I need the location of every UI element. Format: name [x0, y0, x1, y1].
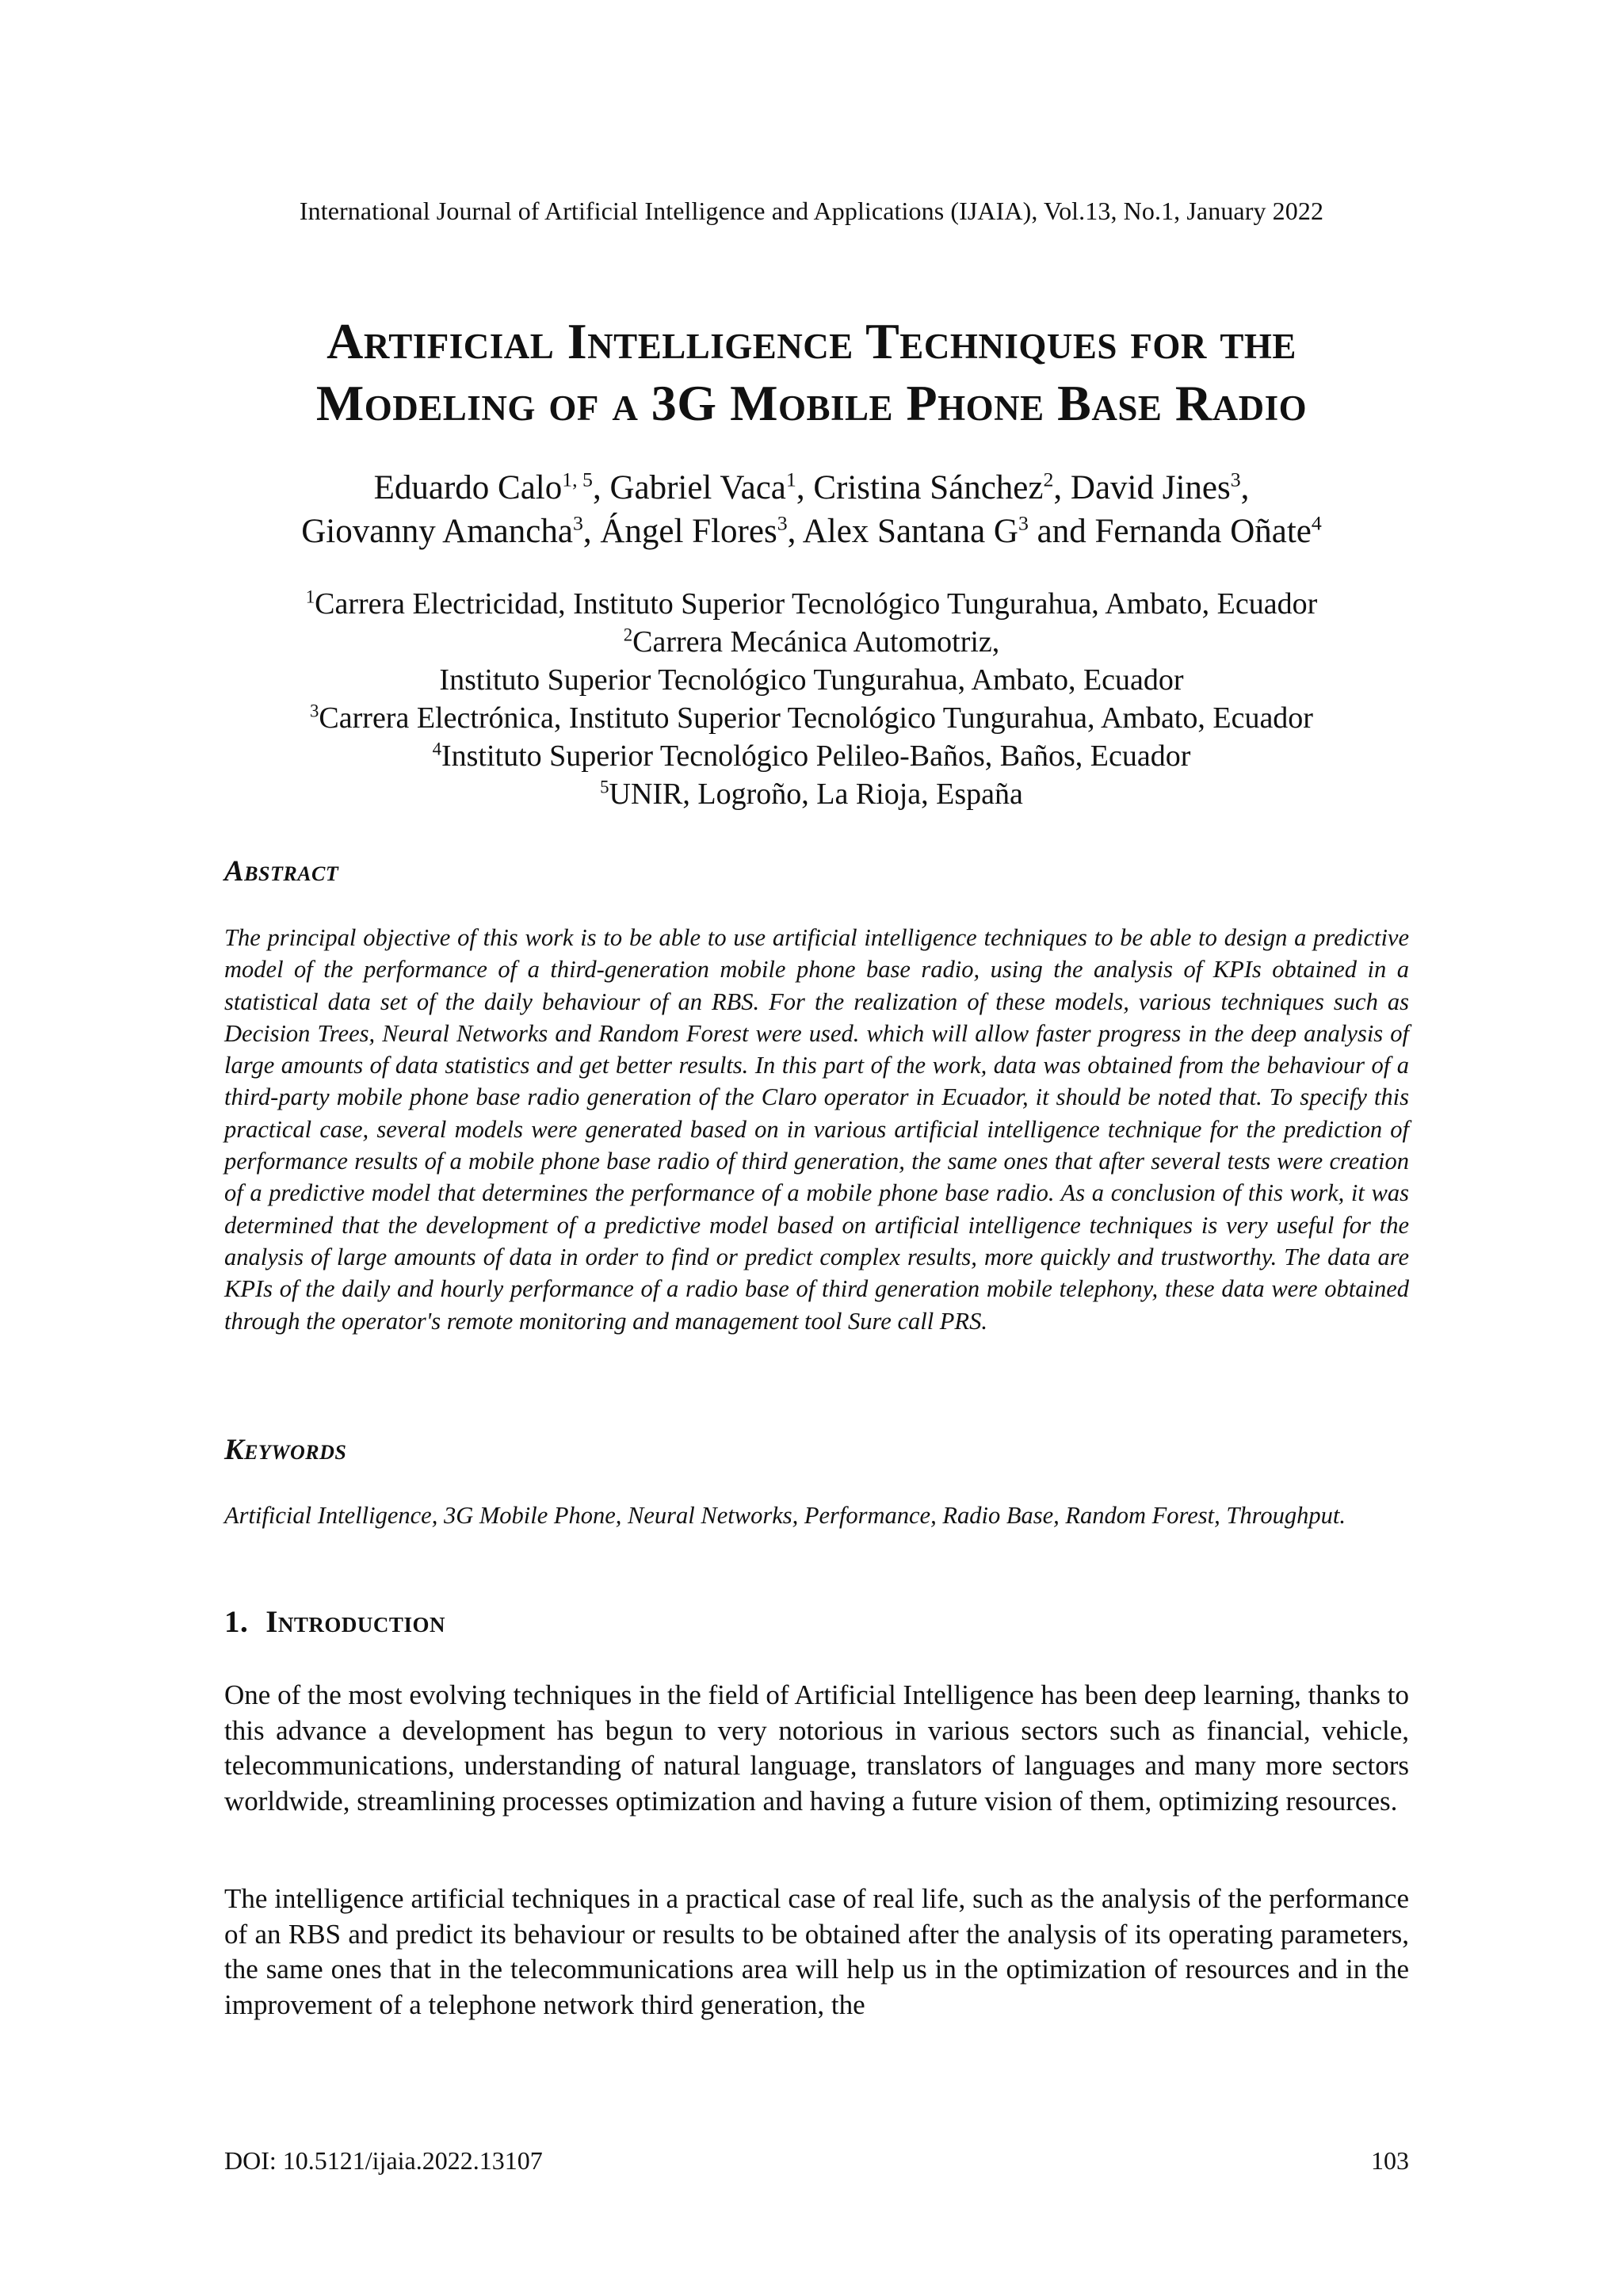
- page-number: 103: [1371, 2146, 1409, 2175]
- author-name: , Cristina Sánchez: [796, 469, 1044, 506]
- title-line-1: Artificial Intelligence Techniques for the: [327, 313, 1296, 369]
- affiliation-line: [0, 623, 1623, 661]
- affiliation-sup: 5: [600, 777, 609, 797]
- author-name: , Ángel Flores: [582, 513, 777, 550]
- author-name: Eduardo Calo: [373, 469, 563, 506]
- affiliation-sup: 1: [305, 586, 315, 607]
- affiliation-text: Carrera Electrónica, Instituto Superior Tecnológico Tungurahua, Ambato, Ecuador: [319, 701, 1313, 735]
- author-sup: 3: [572, 511, 583, 535]
- introduction-heading: [224, 1604, 445, 1640]
- affiliation-text: Instituto Superior Tecnológico Tungurahua, Ambato, Ecuador: [439, 663, 1184, 697]
- author-separator: ,: [1240, 469, 1250, 506]
- keywords-text: Artificial Intelligence, 3G Mobile Phone, Neural Networks, Performance, Radio Base, Random Forest, Throughput.: [224, 1502, 1346, 1529]
- author-name: , Gabriel Vaca: [592, 469, 786, 506]
- affiliation-line: [0, 699, 1623, 737]
- intro-paragraph-2: The intelligence artificial techniques in a practical case of real life, such as the analysis of the performance of an RBS and predict its behaviour or results to be obtained after the analysis of its operating parameters, the same ones that in the telecommunications area will help us in the optimization of resources and in the improvement of a telephone network third generation, the: [224, 1883, 1409, 2020]
- author-name: , Alex Santana G: [787, 513, 1018, 550]
- journal-header: International Journal of Artificial Intelligence and Applications (IJAIA), Vol.13, No.1, January 2022: [299, 197, 1324, 225]
- affiliation-text: UNIR, Logroño, La Rioja, España: [609, 777, 1023, 811]
- title-line-2: Modeling of a 3G Mobile Phone Base Radio: [315, 375, 1308, 431]
- affiliation-text: Carrera Electricidad, Instituto Superior Tecnológico Tungurahua, Ambato, Ecuador: [315, 587, 1318, 621]
- affiliation-sup: 3: [310, 701, 319, 721]
- author-sup: 3: [777, 511, 788, 535]
- author-line-1: [0, 466, 1623, 510]
- paper-title: [0, 311, 1623, 434]
- affiliations: [0, 585, 1623, 813]
- affiliation-text: Carrera Mecánica Automotriz,: [632, 625, 1000, 659]
- author-sup: 1, 5: [562, 468, 593, 491]
- author-sup: 1: [785, 468, 796, 491]
- affiliation-line: [0, 585, 1623, 623]
- affiliation-sup: 2: [623, 625, 633, 645]
- author-name: Giovanny Amancha: [301, 513, 573, 550]
- keywords-heading: Keywords: [224, 1434, 347, 1466]
- author-list: [0, 466, 1623, 553]
- doi-footer: DOI: 10.5121/ijaia.2022.13107: [224, 2146, 543, 2175]
- author-sup: 2: [1043, 468, 1054, 491]
- author-sup: 3: [1230, 468, 1241, 491]
- affiliation-line: [0, 661, 1623, 699]
- author-sup: 4: [1311, 511, 1322, 535]
- section-title: Introduction: [265, 1605, 445, 1639]
- affiliation-text: Instituto Superior Tecnológico Pelileo-Baños, Baños, Ecuador: [441, 739, 1191, 773]
- abstract-heading: Abstract: [224, 855, 339, 888]
- abstract-text: The principal objective of this work is to be able to use artificial intelligence techniques to be able to design a predictive model of the performance of a third-generation mobile phone base radio, using the analysis of KPIs obtained in a statistical data set of the daily behaviour of an RBS. For the realization of these models, various techniques such as Decision Trees, Neural Networks and Random Forest were used. which will allow faster progress in the deep analysis of large amounts of data statistics and get better results. In this part of the work, data was obtained from the behaviour of a third-party mobile phone base radio generation of the Claro operator in Ecuador, it should be noted that. To specify this practical case, several models were generated based on in various artificial intelligence technique for the prediction of performance results of a mobile phone base radio of third generation, the same ones that after several tests were creation of a predictive model that determines the performance of a mobile phone base radio. As a conclusion of this work, it was determined that the development of a predictive model based on artificial intelligence techniques is very useful for the analysis of large amounts of data in order to find or predict complex results, more quickly and trustworthy. The data are KPIs of the daily and hourly performance of a radio base of third generation mobile telephony, these data were obtained through the operator's remote monitoring and management tool Sure call PRS.: [224, 924, 1409, 1335]
- affiliation-sup: 4: [432, 739, 441, 759]
- section-number: 1.: [224, 1605, 249, 1639]
- author-line-2: [0, 510, 1623, 553]
- affiliation-line: [0, 775, 1623, 813]
- author-name: , David Jines: [1053, 469, 1231, 506]
- affiliation-line: [0, 737, 1623, 775]
- author-name: and Fernanda Oñate: [1028, 513, 1312, 550]
- author-sup: 3: [1018, 511, 1029, 535]
- intro-paragraph-1: One of the most evolving techniques in the field of Artificial Intelligence has been deep learning, thanks to this advance a development has begun to very notorious in various sectors such as financial, vehicle, telecommunications, understanding of natural language, translators of languages and many more sectors worldwide, streamlining processes optimization and having a future vision of them, optimizing resources.: [224, 1679, 1409, 1817]
